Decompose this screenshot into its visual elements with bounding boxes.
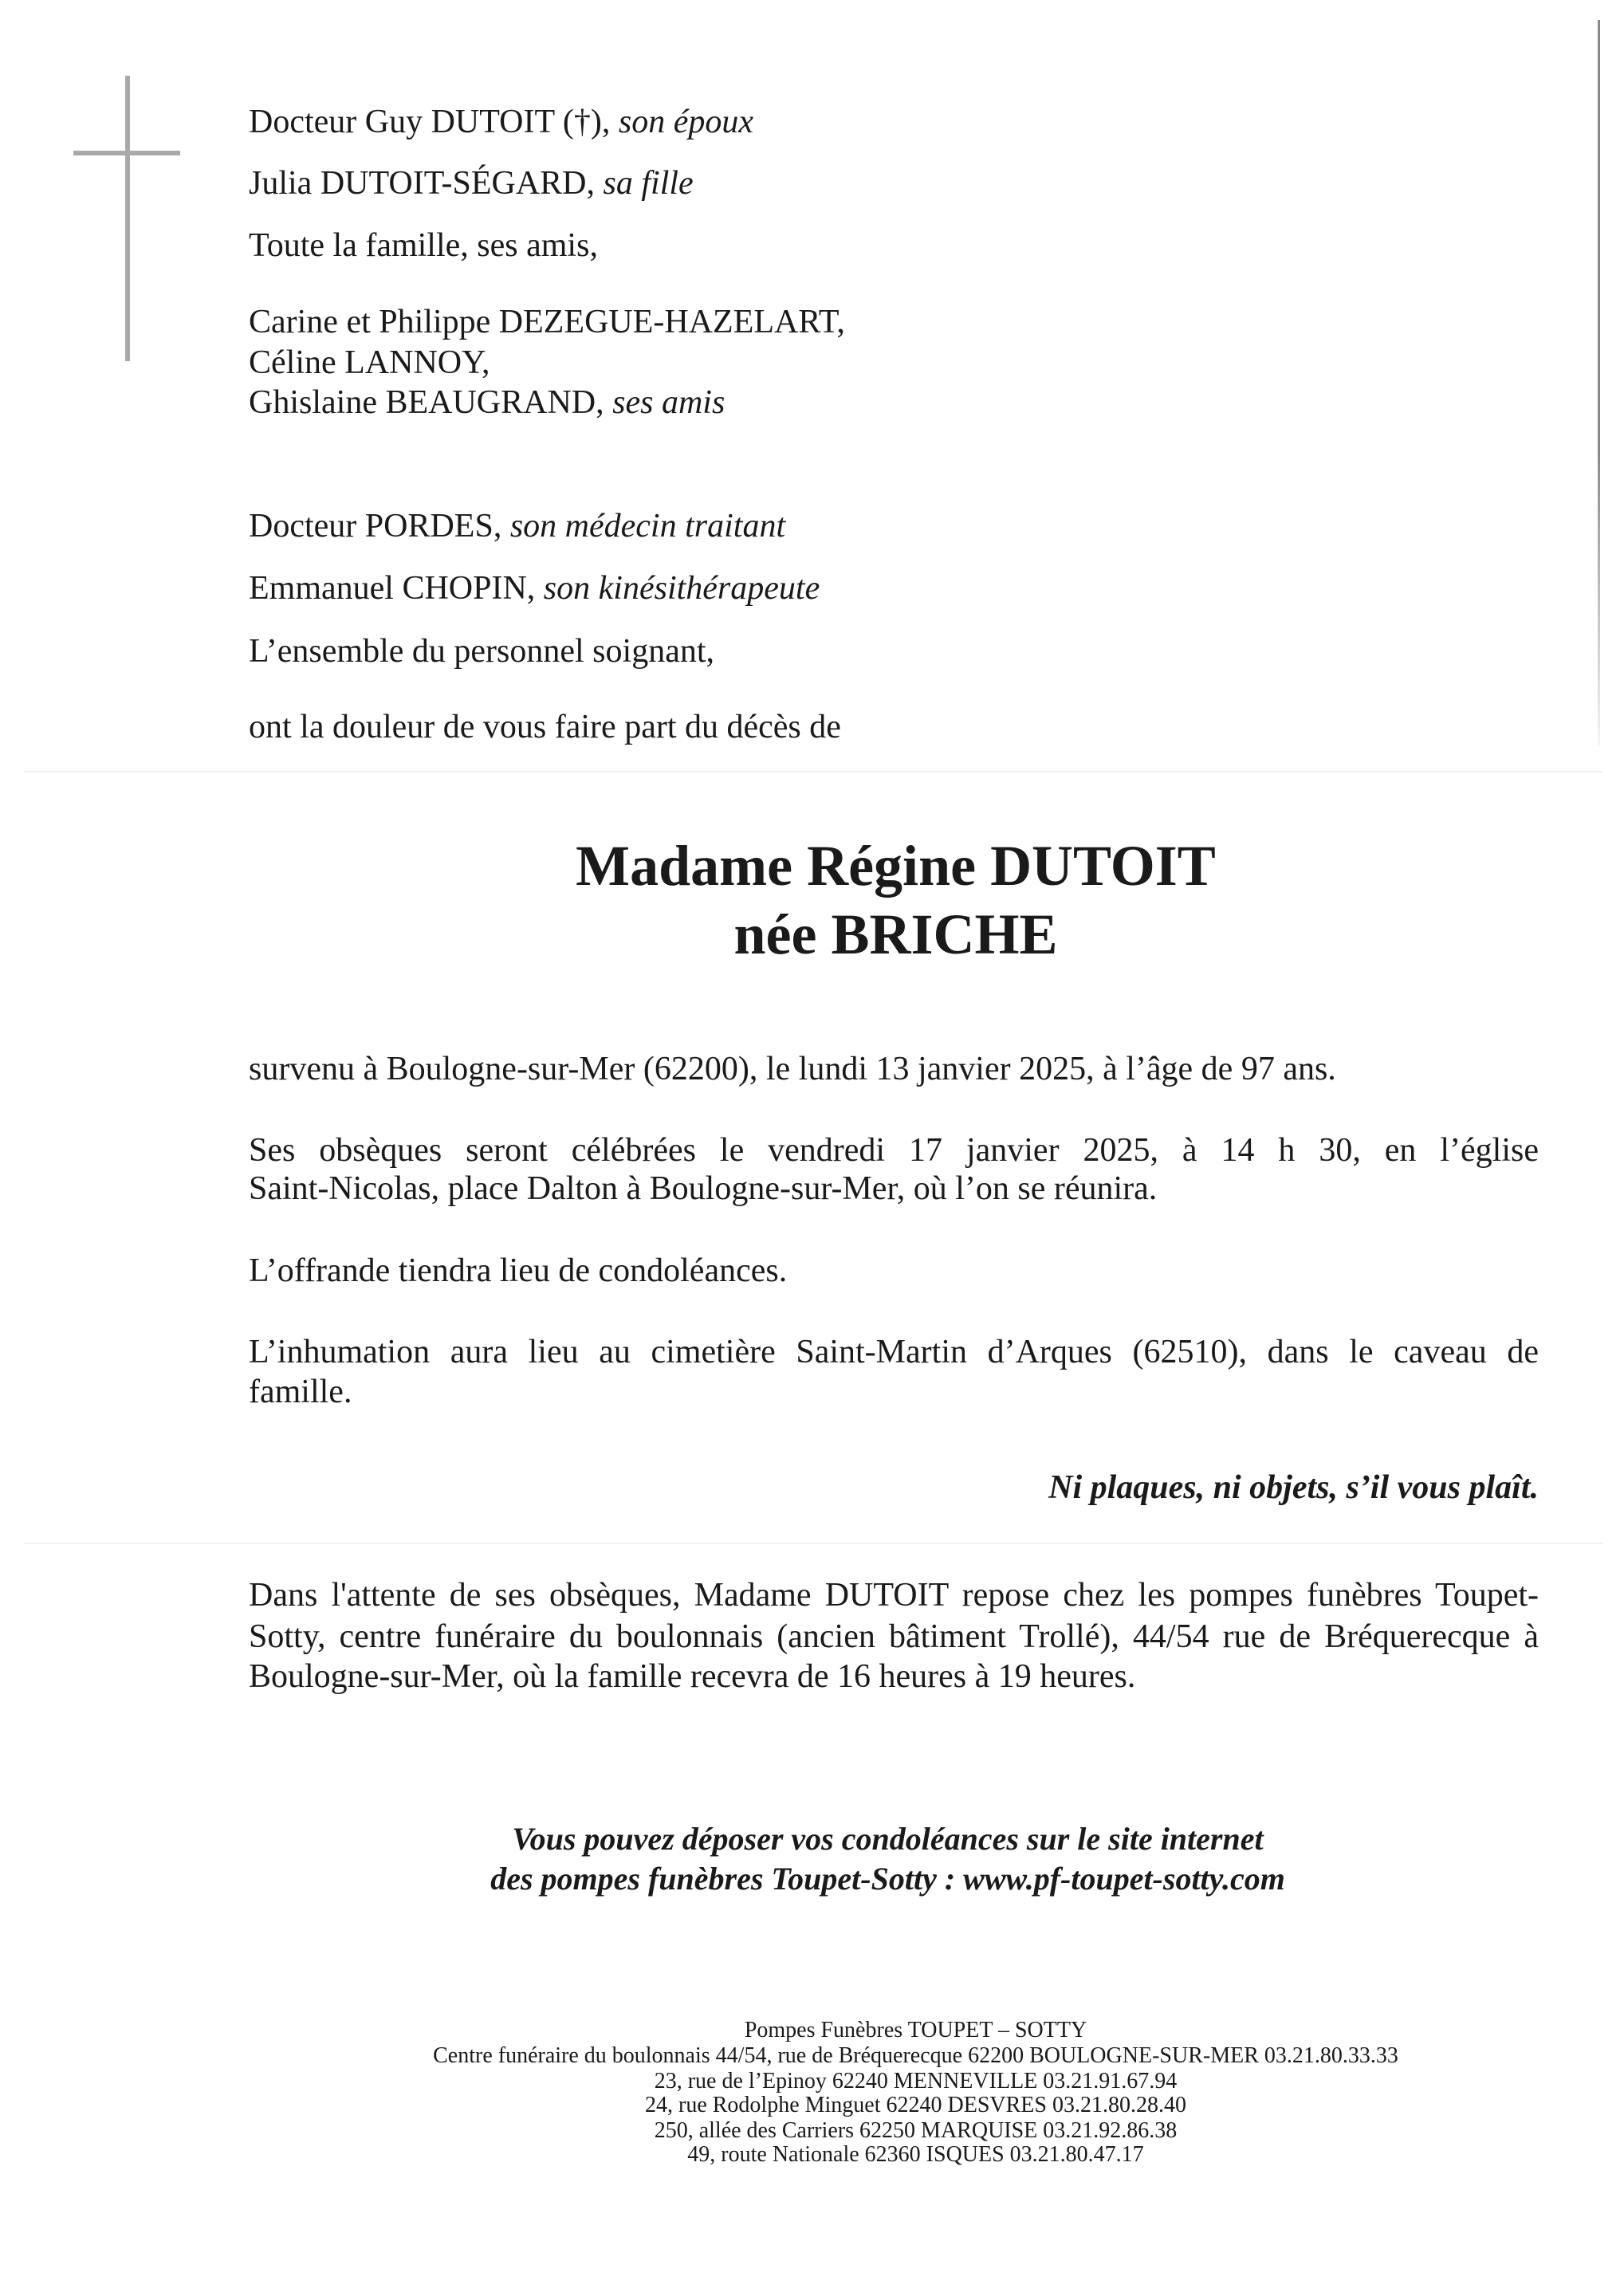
rest-line: Sotty, centre funéraire du boulonnais (ancien bâtiment Trollé), 44/54 rue de Bréquerecque à [249, 1618, 1539, 1655]
deceased-maiden-name: née BRICHE [733, 902, 1058, 966]
footer-address: 24, rue Rodolphe Minguet 62240 DESVRES 03.21.80.28.40 [645, 2093, 1186, 2117]
burial-line: famille. [249, 1374, 352, 1410]
family-name: Julia DUTOIT-SÉGARD, [249, 165, 604, 202]
faint-divider [24, 1543, 1602, 1544]
family-name: Docteur Guy DUTOIT (†), [249, 104, 619, 140]
funeral-line: Ses obsèques seront célébrées le vendredi 17 janvier 2025, à 14 h 30, en l’église [249, 1132, 1539, 1169]
footer-address: 250, allée des Carriers 62250 MARQUISE 03.21.92.86.38 [654, 2118, 1178, 2143]
friend-line [249, 305, 845, 339]
family-line [249, 105, 753, 139]
family-relation: son époux [618, 104, 753, 140]
caregiver-relation: son médecin traitant [509, 508, 786, 545]
friend-line [249, 346, 490, 379]
caregiver-line [249, 509, 785, 543]
offering-note: L’offrande tiendra lieu de condoléances. [249, 1252, 788, 1289]
cross-vertical-bar [125, 76, 130, 361]
friend-name: Carine et Philippe DEZEGUE-HAZELART, [249, 304, 845, 340]
family-name: Toute la famille, ses amis, [249, 227, 598, 264]
condolences-website-line[interactable]: des pompes funèbres Toupet-Sotty : www.pf-toupet-sotty.com [490, 1861, 1285, 1897]
caregiver-relation: son kinésithérapeute [543, 570, 820, 607]
death-details: survenu à Boulogne-sur-Mer (62200), le lundi 13 janvier 2025, à l’âge de 97 ans. [249, 1051, 1336, 1087]
footer-address: 49, route Nationale 62360 ISQUES 03.21.80.47.17 [687, 2142, 1144, 2167]
footer-address: 23, rue de l’Epinoy 62240 MENNEVILLE 03.21.91.67.94 [654, 2069, 1178, 2094]
footer-company-name: Pompes Funèbres TOUPET – SOTTY [744, 2018, 1087, 2042]
caregiver-line [249, 635, 714, 668]
burial-line: L’inhumation aura lieu au cimetière Saint-Martin d’Arques (62510), dans le caveau de [249, 1334, 1539, 1370]
friend-line [249, 386, 725, 419]
rest-line: Dans l'attente de ses obsèques, Madame DUTOIT repose chez les pompes funèbres Toupet- [249, 1577, 1539, 1614]
friend-name: Céline LANNOY, [249, 344, 490, 381]
friend-relation: ses amis [612, 384, 725, 421]
footer-address: Centre funéraire du boulonnais 44/54, rue de Bréquerecque 62200 BOULOGNE-SUR-MER 03.21.80.33.33 [433, 2043, 1398, 2068]
faint-divider [24, 771, 1602, 773]
deceased-name: Madame Régine DUTOIT [576, 834, 1216, 898]
rest-line: Boulogne-sur-Mer, où la famille recevra de 16 heures à 19 heures. [249, 1658, 1136, 1695]
friend-name: Ghislaine BEAUGRAND, [249, 384, 613, 421]
caregiver-line [249, 572, 820, 605]
scan-edge-line [1598, 20, 1600, 745]
condolences-line: Vous pouvez déposer vos condoléances sur le site internet [512, 1821, 1264, 1857]
caregiver-name: L’ensemble du personnel soignant, [249, 633, 715, 670]
no-flowers-note: Ni plaques, ni objets, s’il vous plaît. [1048, 1469, 1539, 1506]
family-relation: sa fille [603, 165, 694, 202]
funeral-line: Saint-Nicolas, place Dalton à Boulogne-sur-Mer, où l’on se réunira. [249, 1170, 1158, 1207]
caregiver-name: Docteur PORDES, [249, 508, 510, 545]
family-line [249, 167, 694, 200]
family-line [249, 229, 598, 262]
caregiver-name: Emmanuel CHOPIN, [249, 570, 544, 607]
cross-horizontal-bar [73, 151, 180, 155]
announcement-intro: ont la douleur de vous faire part du décès de [249, 709, 841, 745]
